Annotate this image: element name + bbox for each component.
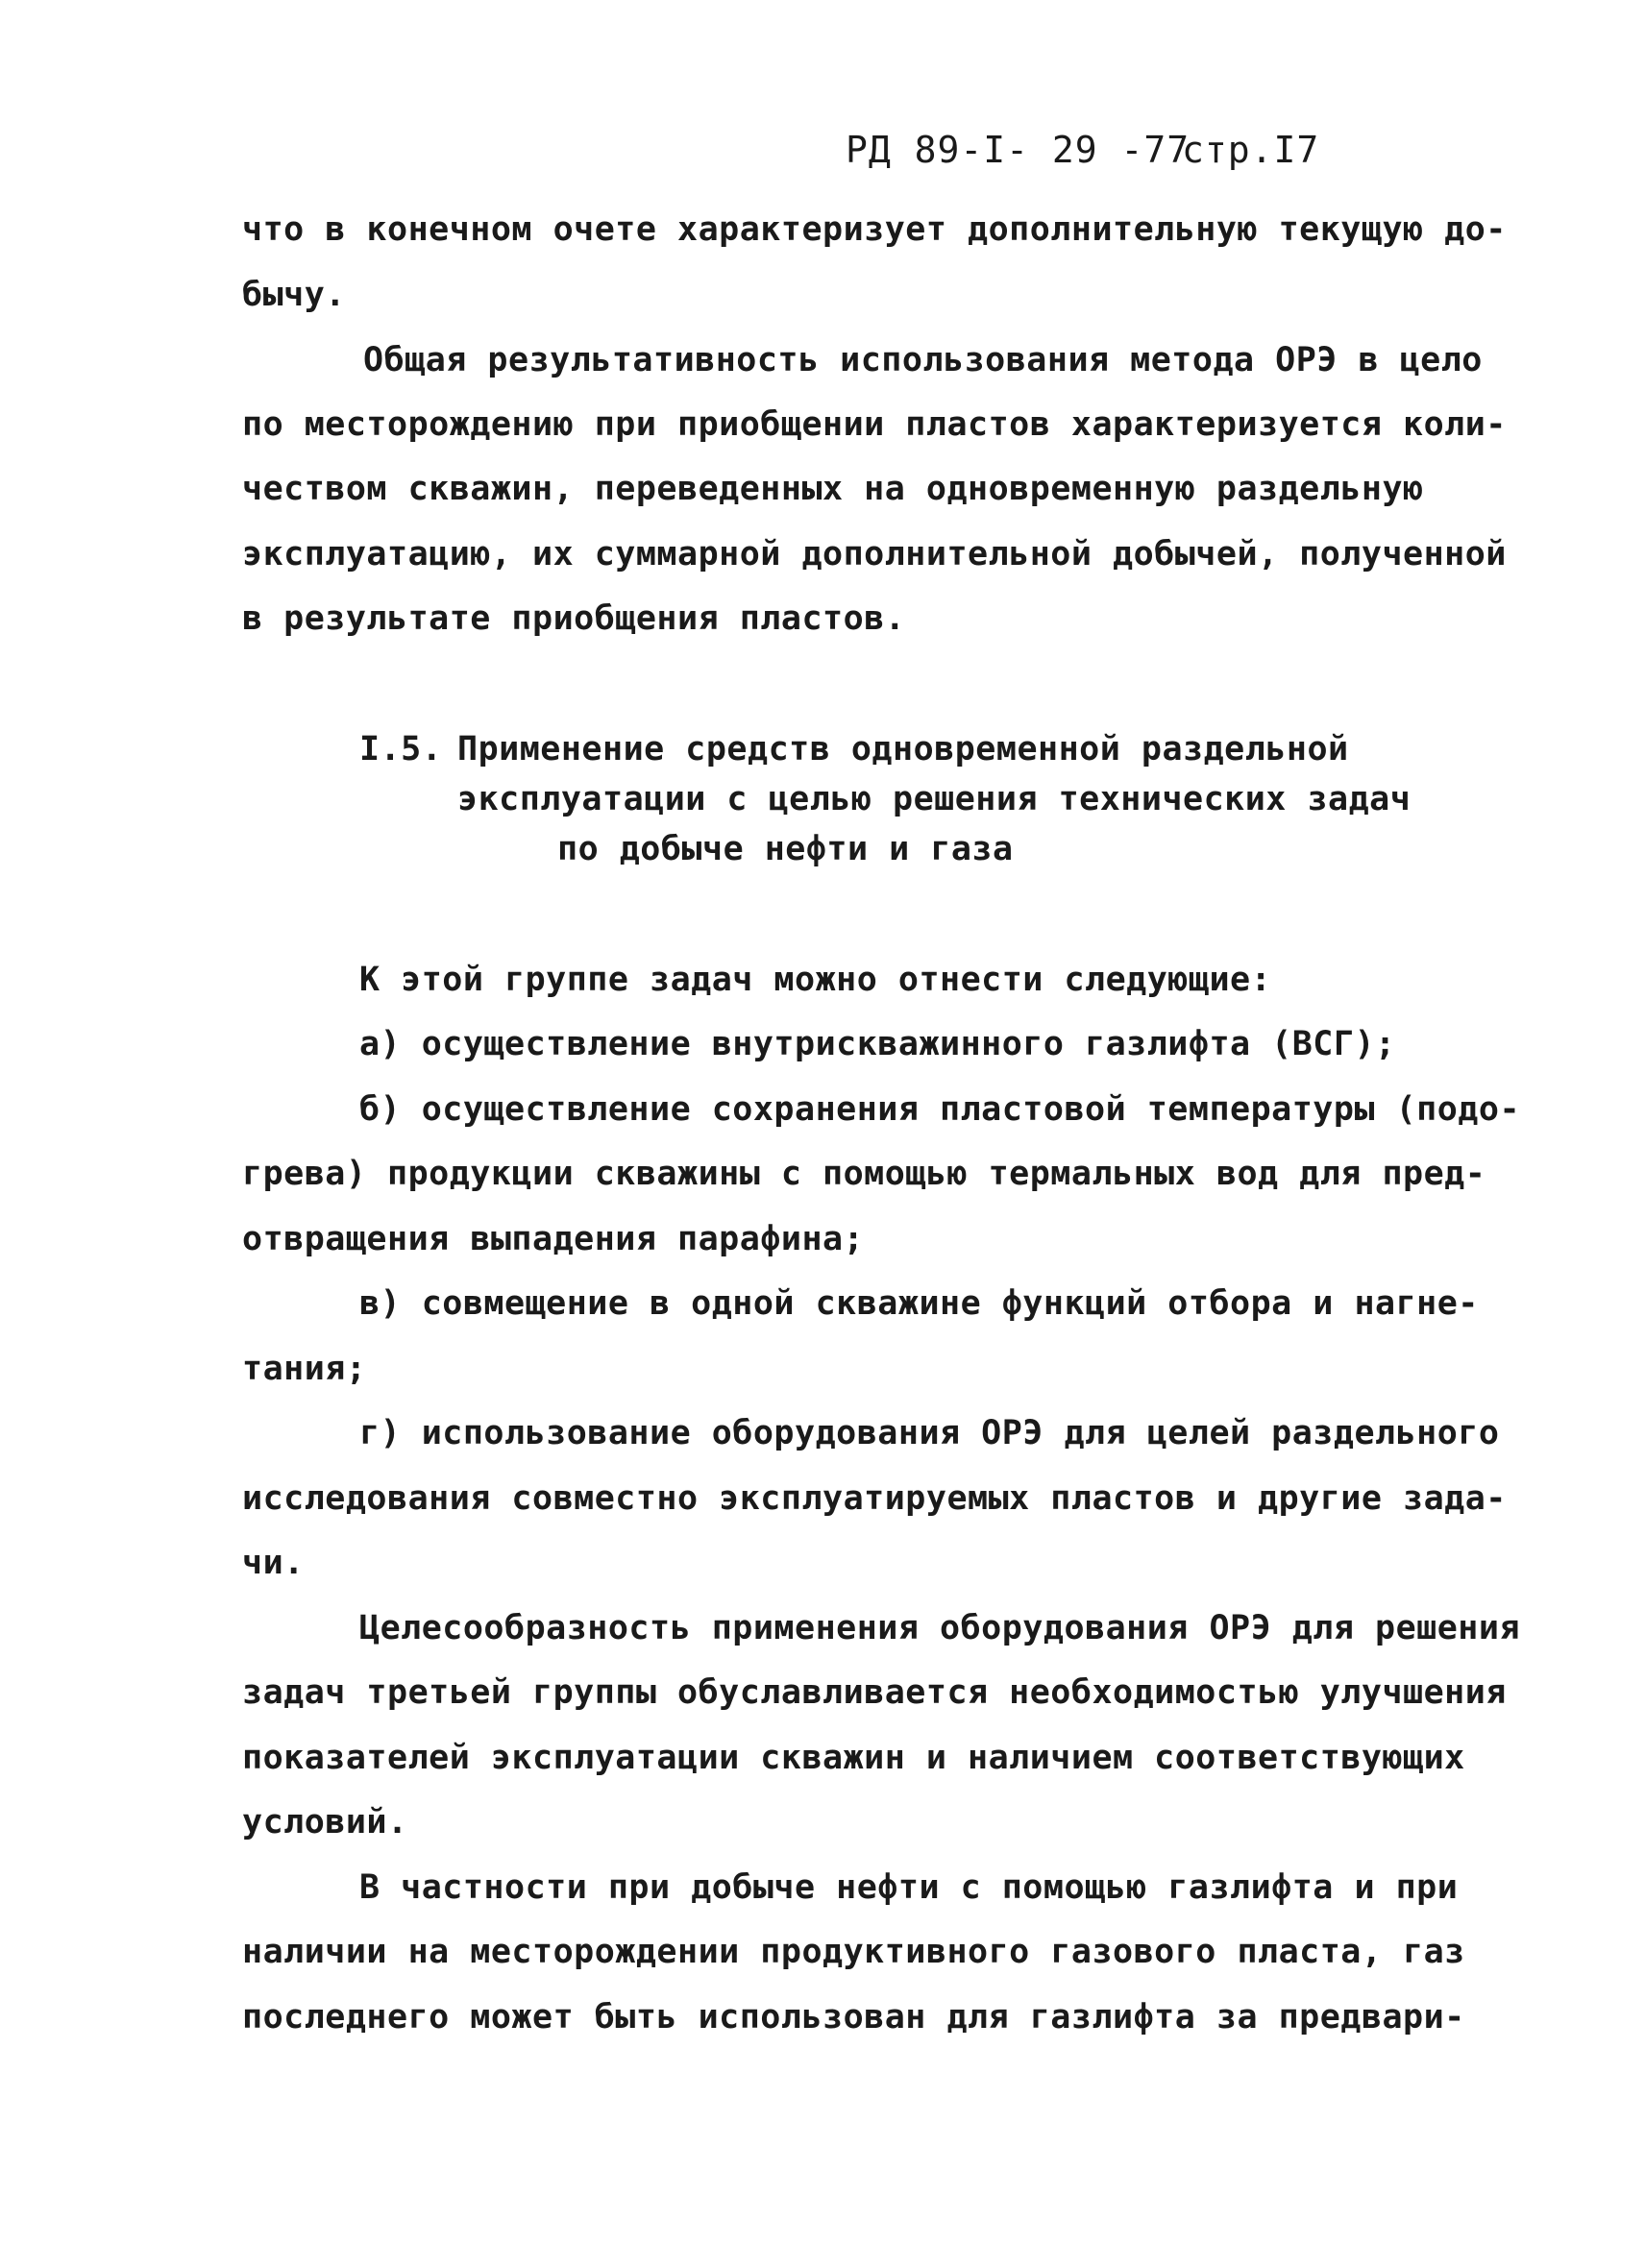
text-line: Общая результативность использования метода ОРЭ в цело [363,341,1483,379]
list-item: а) осуществление внутрискважинного газлифта (ВСГ); [359,1025,1396,1063]
text-line: условий. [242,1803,408,1841]
text-line: по месторождению при приобщении пластов характеризуется коли- [242,405,1507,444]
text-line: отвращения выпадения парафина; [242,1220,865,1258]
text-line: В частности при добыче нефти с помощью газлифта и при [359,1868,1459,1907]
section-title-line: по добыче нефти и газа [557,830,1014,868]
section-number: I.5. [359,730,443,768]
section-title-line: Применение средств одновременной раздельной [457,730,1349,768]
text-line: в результате приобщения пластов. [242,599,906,638]
text-line: чи. [242,1544,305,1582]
list-intro: К этой группе задач можно отнести следующие: [359,961,1272,999]
text-line: наличии на месторождении продуктивного газового пласта, газ [242,1933,1465,1971]
list-item: г) использование оборудования ОРЭ для целей раздельного [359,1414,1500,1452]
section-title-line: эксплуатации с целью решения технических задач [457,780,1412,818]
list-item: в) совмещение в одной скважине функций отбора и нагне- [359,1284,1479,1323]
list-item: б) осуществление сохранения пластовой температуры (подо- [359,1090,1521,1129]
text-line: показателей эксплуатации скважин и наличием соответствующих [242,1739,1465,1777]
text-line: чеством скважин, переведенных на одновременную раздельную [242,470,1424,508]
document-code: РД 89-I- 29 -77 [846,129,1191,171]
text-line: грева) продукции скважины с помощью термальных вод для пред- [242,1155,1486,1193]
text-line: эксплуатацию, их суммарной дополнительной добычей, полученной [242,535,1507,573]
page-number: стр.I7 [1182,129,1320,171]
text-line: задач третьей группы обуславливается необходимостью улучшения [242,1673,1507,1712]
text-line: последнего может быть использован для газлифта за предвари- [242,1998,1465,2036]
text-line: тания; [242,1350,367,1388]
text-line: бычу. [242,276,346,314]
text-line: исследования совместно эксплуатируемых пластов и другие зада- [242,1479,1507,1518]
text-line: Целесообразность применения оборудования ОРЭ для решения [359,1609,1521,1647]
text-line: что в конечном очете характеризует дополнительную текущую до- [242,210,1507,249]
